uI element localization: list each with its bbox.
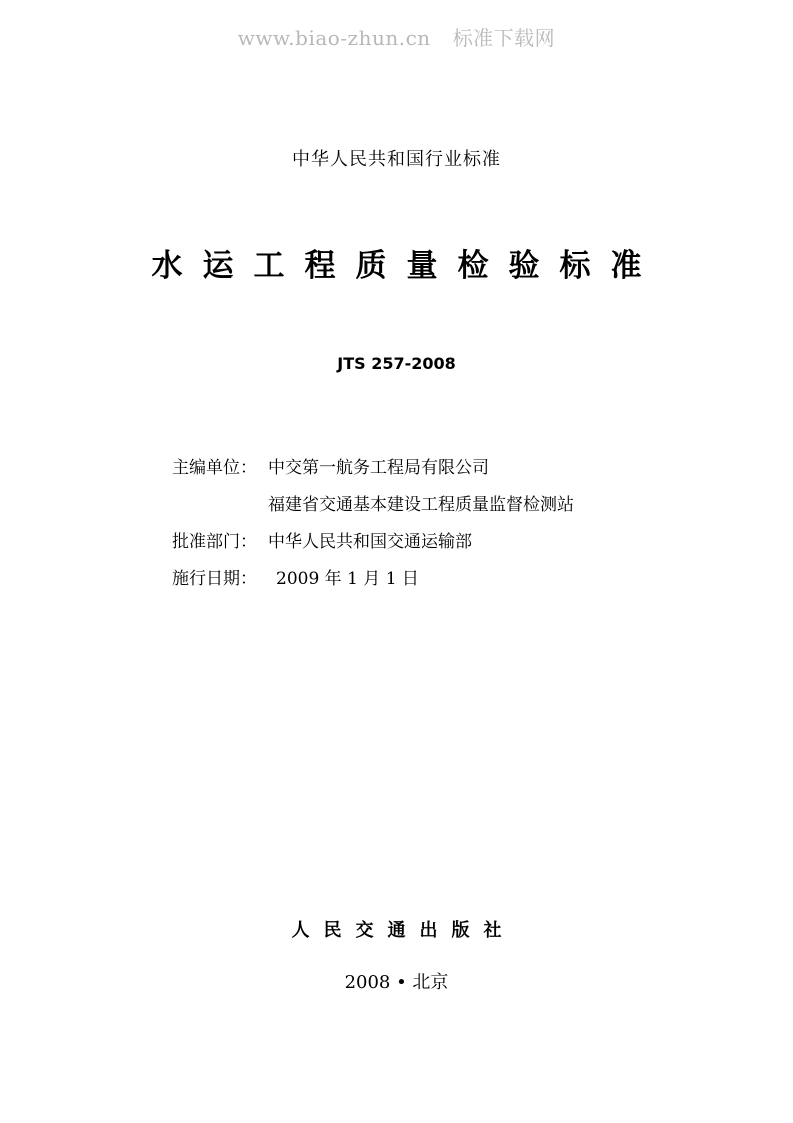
date-label: 施行日期： [172,569,257,589]
watermark-site-name: 标准下载网 [452,26,556,50]
effective-date: 2009 年 1 月 1 日 [276,569,419,589]
editor-label: 主编单位： [172,458,257,478]
publication-place-year: 2008 • 北京 [344,972,449,993]
info-row-editor [172,450,574,487]
standard-code: JTS 257-2008 [337,354,456,373]
editor-org-1: 中交第一航务工程局有限公司 [268,458,489,478]
info-row-date [172,561,574,598]
info-row-approver [172,524,574,561]
standard-category: 中华人民共和国行业标准 [292,149,501,170]
publisher: 人民交通出版社 [291,920,516,941]
approver-org: 中华人民共和国交通运输部 [268,532,472,552]
watermark [0,22,793,51]
watermark-url: www.biao-zhun.cn [237,26,431,50]
approver-label: 批准部门： [172,532,257,552]
document-info [172,450,574,598]
document-title: 水运工程质量检验标准 [151,248,662,284]
editor-org-2: 福建省交通基本建设工程质量监督检测站 [268,495,574,515]
info-row-editor-2 [172,487,574,524]
